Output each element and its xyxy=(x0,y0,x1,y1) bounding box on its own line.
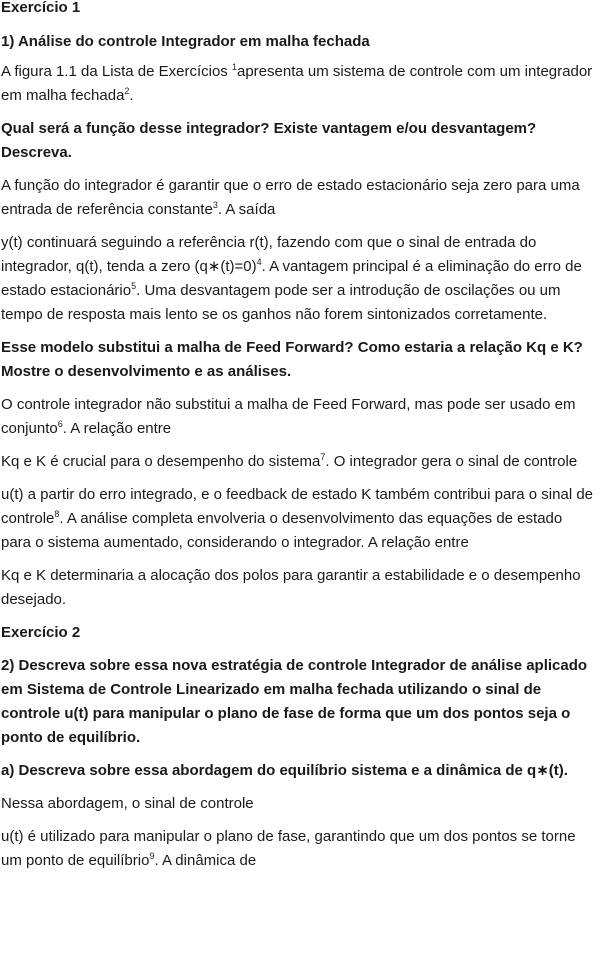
text: . xyxy=(129,87,134,104)
text: . Uma desvantagem pode ser a introdução de oscilações ou um tempo de resposta mais lento se os ganhos não forem sintonizados corretamente. xyxy=(1,282,561,323)
text: u(t) é utilizado para manipular o plano de fase, garantindo que um dos pontos se torne um ponto de equilíbrio xyxy=(1,828,576,869)
answer-3-part-1: Nessa abordagem, o sinal de controle xyxy=(1,795,254,812)
footnote-ref: 8 xyxy=(54,509,60,519)
text: . A saída xyxy=(217,201,276,218)
footnote-ref: 2 xyxy=(124,86,130,96)
footnote-ref: 6 xyxy=(57,419,63,429)
footnote-ref: 5 xyxy=(131,281,137,291)
text: A figura 1.1 da Lista de Exercícios xyxy=(1,63,232,80)
text: Kq e K é crucial para o desempenho do sistema xyxy=(1,453,321,470)
footnote-ref: 3 xyxy=(212,200,218,210)
answer-1-part-2 xyxy=(1,231,594,327)
footnote-ref: 1 xyxy=(231,62,237,72)
text: y(t) continuará seguindo a referência r(t), fazendo com que o sinal de entrada do integrador, q(t), tenda a zero (q∗(t)=0) xyxy=(1,234,537,275)
answer-1-part-1 xyxy=(1,174,594,222)
text: . O integrador gera o sinal de controle xyxy=(325,453,578,470)
exercise-2-title: Exercício 2 xyxy=(1,624,81,641)
answer-2-part-4: Kq e K determinaria a alocação dos polos para garantir a estabilidade e o desempenho desejado. xyxy=(1,567,581,608)
text: . A análise completa envolveria o desenvolvimento das equações de estado para o sistema aumentado, considerando o integrador. A relação entre xyxy=(1,510,563,551)
text: apresenta um sistema de controle com um integrador em malha fechada xyxy=(1,63,593,104)
answer-2-part-1 xyxy=(1,393,594,441)
paragraph-intro xyxy=(1,60,594,108)
exercise-1-title: Exercício 1 xyxy=(1,0,81,16)
question-2: Esse modelo substitui a malha de Feed Forward? Como estaria a relação Kq e K? Mostre o desenvolvimento e as análises. xyxy=(1,339,583,380)
text: . A dinâmica de xyxy=(154,852,257,869)
footnote-ref: 4 xyxy=(256,257,262,267)
answer-2-part-2 xyxy=(1,450,594,474)
text: . A relação entre xyxy=(62,420,172,437)
question-1: Qual será a função desse integrador? Existe vantagem e/ou desvantagem? Descreva. xyxy=(1,120,537,161)
answer-3-part-2 xyxy=(1,825,594,873)
footnote-ref: 7 xyxy=(320,452,326,462)
answer-2-part-3 xyxy=(1,483,594,555)
text: . A vantagem principal é a eliminação do erro de estado estacionário xyxy=(1,258,582,299)
exercise-2-heading: 2) Descreva sobre essa nova estratégia de controle Integrador de análise aplicado em Sistema de Controle Linearizado em malha fechada utilizando o sinal de controle u(t) para manipular o plano de fase de forma que um dos pontos seja o ponto de equilíbrio. xyxy=(1,657,588,746)
exercise-1-heading: 1) Análise do controle Integrador em malha fechada xyxy=(1,33,370,50)
footnote-ref: 9 xyxy=(149,851,155,861)
text: u(t) a partir do erro integrado, e o feedback de estado K também contribui para o sinal de controle xyxy=(1,486,594,527)
question-3: a) Descreva sobre essa abordagem do equilíbrio sistema e a dinâmica de q∗(t). xyxy=(1,762,568,779)
text: A função do integrador é garantir que o erro de estado estacionário seja zero para uma entrada de referência constante xyxy=(1,177,580,218)
text: O controle integrador não substitui a malha de Feed Forward, mas pode ser usado em conjunto xyxy=(1,396,576,437)
